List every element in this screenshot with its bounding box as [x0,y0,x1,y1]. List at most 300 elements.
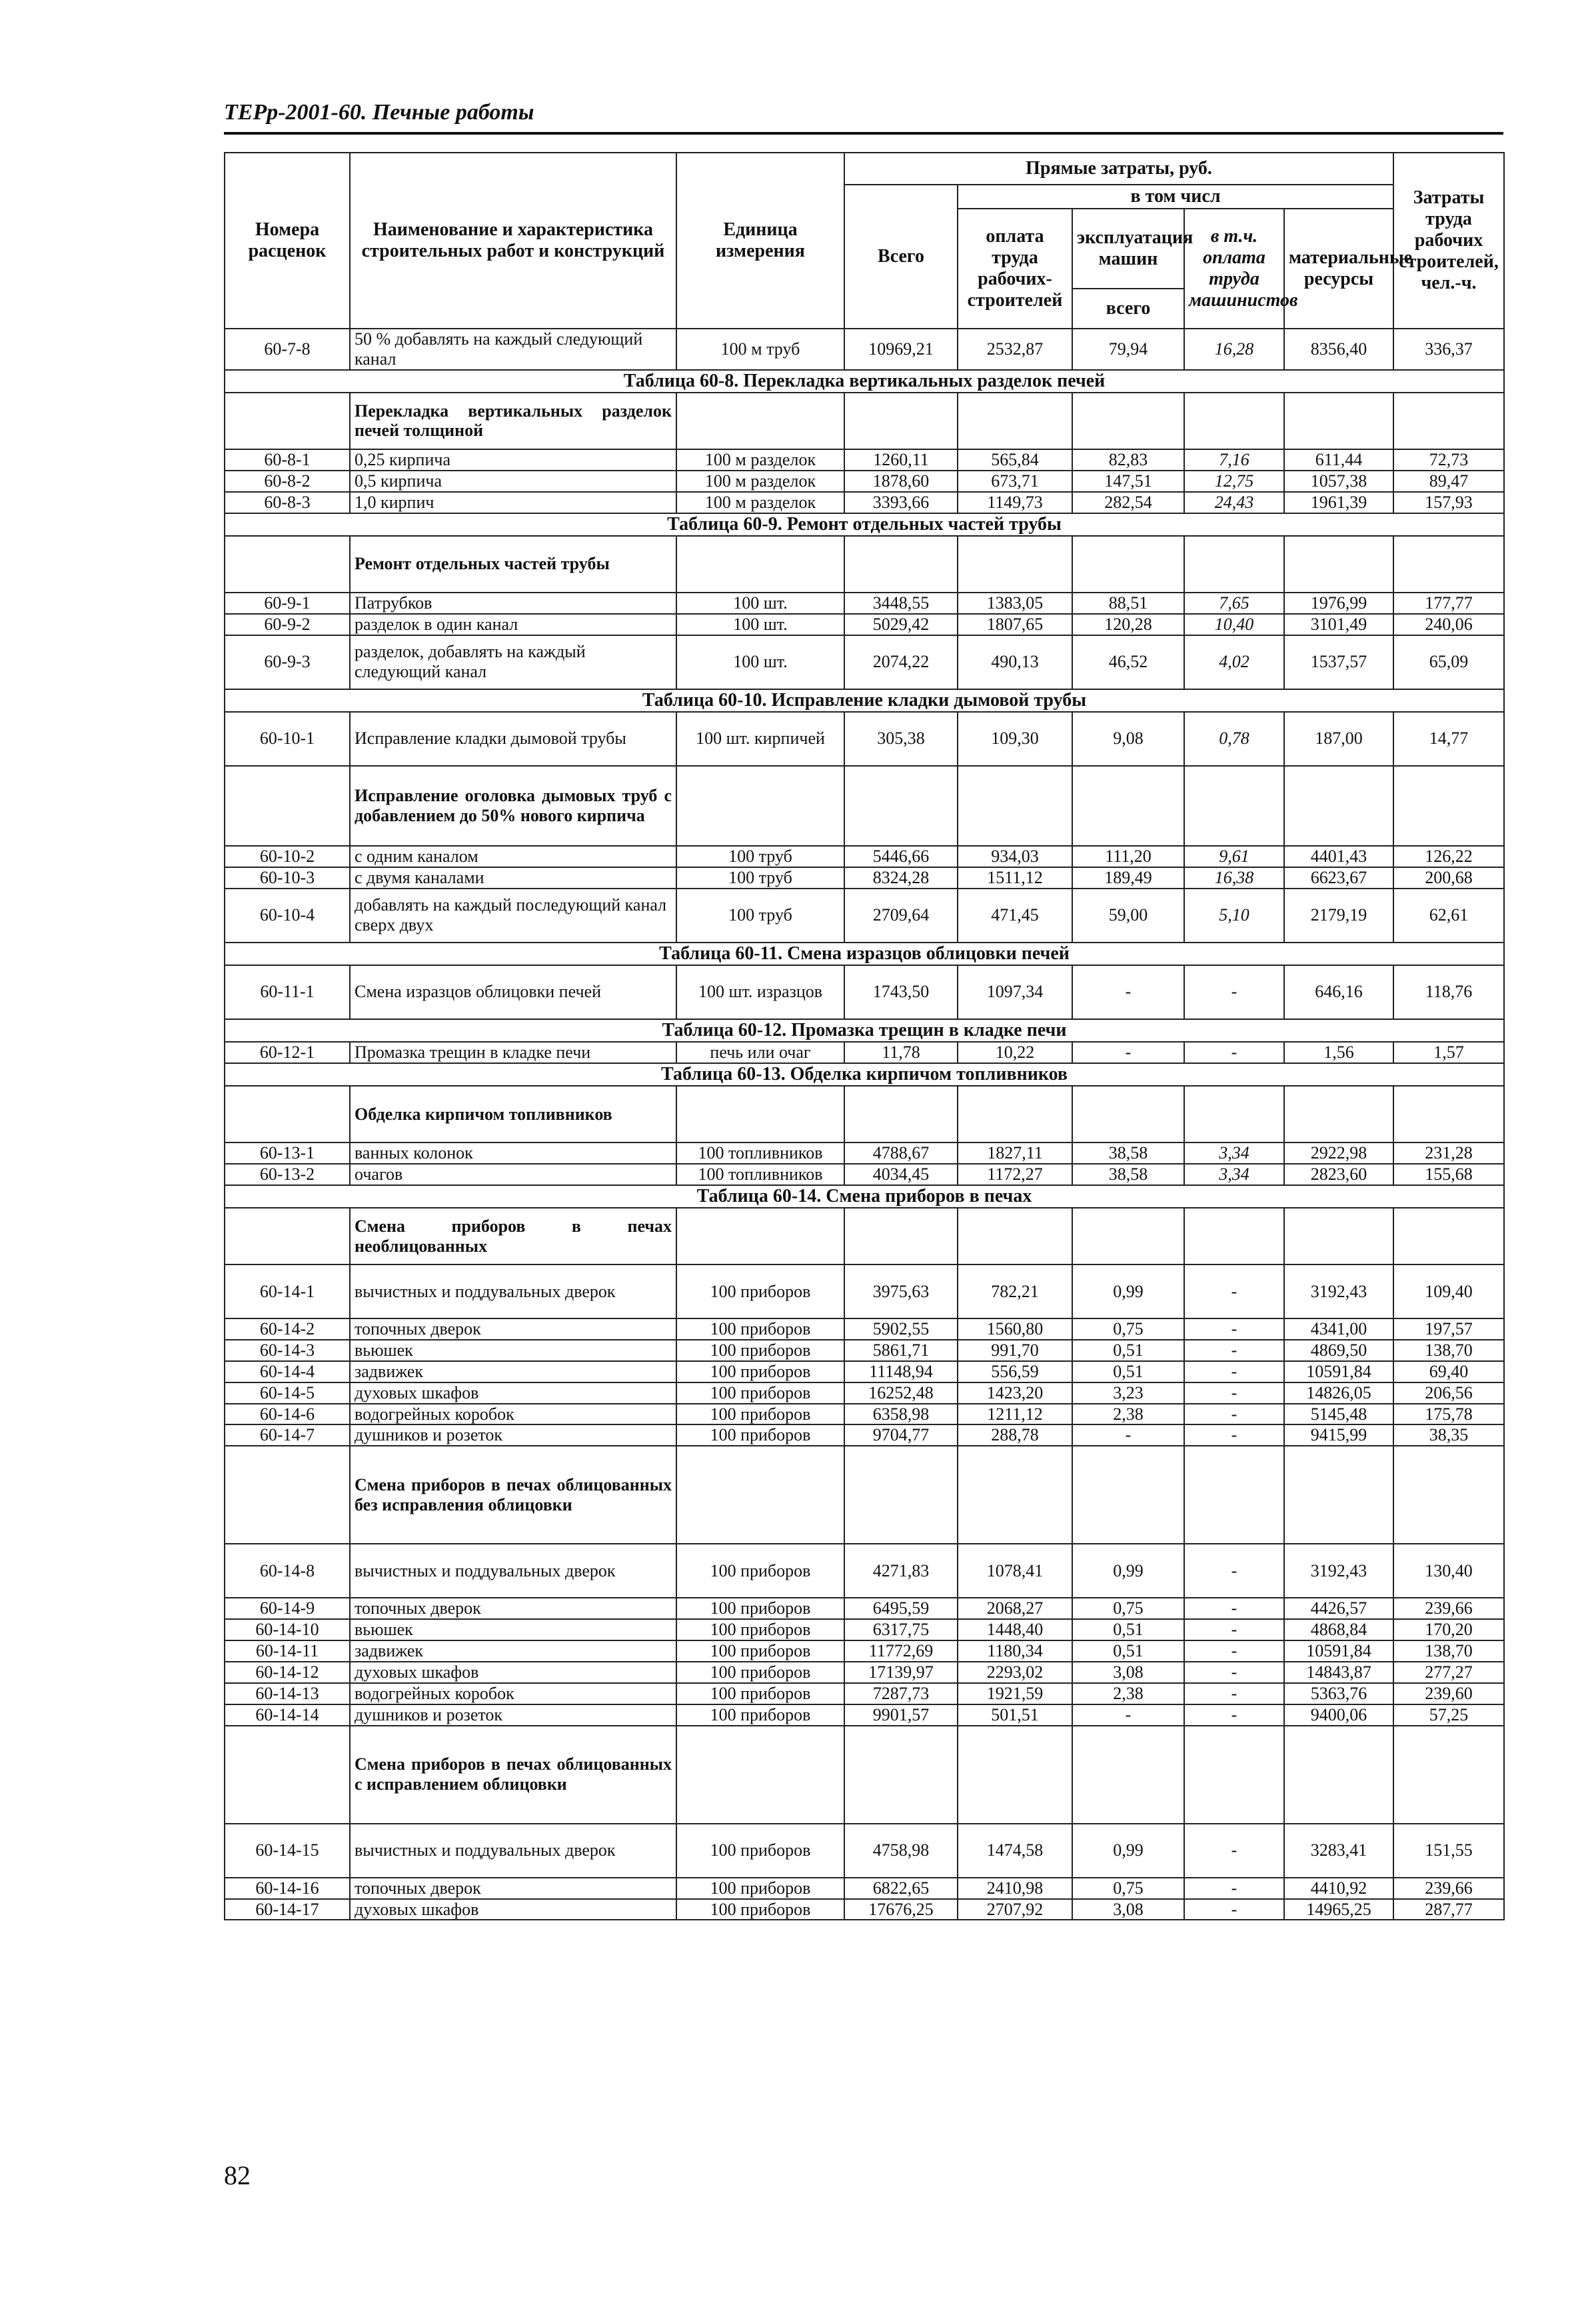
value-mach-wage: 7,16 [1184,449,1284,471]
value-wage: 471,45 [958,889,1072,943]
value-mach-wage: - [1184,1899,1284,1920]
work-name: топочных дверок [350,1878,676,1899]
table-caption: Таблица 60-12. Промазка трещин в кладке печи [225,1019,1504,1042]
value-mach-wage: - [1184,1824,1284,1878]
col-total-header: Всего [844,185,958,329]
rate-code: 60-12-1 [225,1042,350,1063]
value-total: 7287,73 [844,1683,958,1704]
value-mach-wage: - [1184,1042,1284,1063]
empty-cell [676,1726,844,1824]
value-labor: 38,35 [1393,1424,1504,1446]
value-wage: 782,21 [958,1264,1072,1318]
unit-cell: 100 приборов [676,1318,844,1340]
unit-cell: 100 приборов [676,1404,844,1425]
value-wage: 673,71 [958,471,1072,492]
value-labor: 1,57 [1393,1042,1504,1063]
value-wage: 2068,27 [958,1598,1072,1619]
work-name: 50 % добавлять на каждый следующий канал [350,329,676,370]
value-total: 2074,22 [844,635,958,689]
empty-cell [1393,766,1504,846]
table-row [225,1318,1504,1340]
empty-cell [1072,1086,1184,1143]
value-mach-wage: 24,43 [1184,492,1284,513]
value-total: 17676,25 [844,1899,958,1920]
value-mat: 4869,50 [1284,1340,1393,1361]
col-name-header: Наименование и характеристика строительных работ и конструкций [350,153,676,329]
empty-cell [225,766,350,846]
unit-cell: 100 приборов [676,1598,844,1619]
value-mach: 0,51 [1072,1619,1184,1640]
price-table [224,152,1505,1920]
unit-cell: 100 приборов [676,1824,844,1878]
work-name: с двумя каналами [350,867,676,889]
empty-cell [676,393,844,449]
value-mat: 5363,76 [1284,1683,1393,1704]
unit-cell: 100 шт. изразцов [676,965,844,1019]
unit-cell: 100 топливников [676,1164,844,1185]
value-mach: 2,38 [1072,1404,1184,1425]
group-heading-row [225,1446,1504,1544]
empty-cell [225,536,350,593]
empty-cell [1184,1726,1284,1824]
value-labor: 151,55 [1393,1824,1504,1878]
empty-cell [1072,393,1184,449]
empty-cell [1284,536,1393,593]
unit-cell: 100 м разделок [676,471,844,492]
value-mach-wage: 16,38 [1184,867,1284,889]
rate-code: 60-7-8 [225,329,350,370]
value-mach: 189,49 [1072,867,1184,889]
value-mat: 2823,60 [1284,1164,1393,1185]
value-mach: 3,23 [1072,1382,1184,1404]
value-mach-wage: - [1184,1662,1284,1683]
rate-code: 60-14-5 [225,1382,350,1404]
value-labor: 200,68 [1393,867,1504,889]
rate-code: 60-9-2 [225,614,350,635]
value-total: 4788,67 [844,1143,958,1164]
value-labor: 240,06 [1393,614,1504,635]
value-wage: 1211,12 [958,1404,1072,1425]
value-total: 5861,71 [844,1340,958,1361]
value-mach: 38,58 [1072,1143,1184,1164]
unit-cell: 100 приборов [676,1264,844,1318]
rate-code: 60-14-1 [225,1264,350,1318]
value-mat: 10591,84 [1284,1640,1393,1662]
value-wage: 565,84 [958,449,1072,471]
value-labor: 138,70 [1393,1340,1504,1361]
table-row [225,1404,1504,1425]
col-mach-header: эксплуатация машин [1072,209,1184,289]
value-total: 11772,69 [844,1640,958,1662]
empty-cell [1184,1208,1284,1264]
value-mat: 14843,87 [1284,1662,1393,1683]
empty-cell [1072,1208,1184,1264]
work-name: вьюшек [350,1340,676,1361]
value-mach-wage: 5,10 [1184,889,1284,943]
empty-cell [958,536,1072,593]
value-mat: 5145,48 [1284,1404,1393,1425]
unit-cell: 100 труб [676,867,844,889]
value-mach: 82,83 [1072,449,1184,471]
value-labor: 239,66 [1393,1878,1504,1899]
value-mat: 3101,49 [1284,614,1393,635]
value-mat: 9415,99 [1284,1424,1393,1446]
empty-cell [958,1086,1072,1143]
value-total: 4758,98 [844,1824,958,1878]
value-labor: 206,56 [1393,1382,1504,1404]
group-heading: Смена приборов в печах облицованных без исправления облицовки [350,1446,676,1544]
table-caption-row [225,370,1504,393]
empty-cell [844,766,958,846]
work-name: Патрубков [350,593,676,614]
value-wage: 1448,40 [958,1619,1072,1640]
value-wage: 1383,05 [958,593,1072,614]
group-heading: Обделка кирпичом топливников [350,1086,676,1143]
table-row [225,1382,1504,1404]
page-header [224,100,1503,135]
unit-cell: 100 шт. кирпичей [676,712,844,766]
value-mach: 2,38 [1072,1683,1184,1704]
value-labor: 197,57 [1393,1318,1504,1340]
value-mat: 4341,00 [1284,1318,1393,1340]
work-name: вычистных и поддувальных дверок [350,1824,676,1878]
table-row [225,492,1504,513]
empty-cell [958,393,1072,449]
empty-cell [1284,1726,1393,1824]
value-labor: 170,20 [1393,1619,1504,1640]
work-name: Исправление кладки дымовой трубы [350,712,676,766]
value-wage: 1149,73 [958,492,1072,513]
value-total: 6358,98 [844,1404,958,1425]
empty-cell [1184,536,1284,593]
value-mach: 38,58 [1072,1164,1184,1185]
value-mach-wage: - [1184,1598,1284,1619]
value-labor: 126,22 [1393,846,1504,867]
value-mach-wage: - [1184,1704,1284,1726]
value-mat: 611,44 [1284,449,1393,471]
unit-cell: 100 труб [676,889,844,943]
value-mach: 282,54 [1072,492,1184,513]
empty-cell [844,1446,958,1544]
rate-code: 60-14-3 [225,1340,350,1361]
value-mach-wage: - [1184,1264,1284,1318]
unit-cell: 100 приборов [676,1662,844,1683]
value-mach: 0,99 [1072,1544,1184,1598]
value-mach-wage: 7,65 [1184,593,1284,614]
value-mach-wage: 3,34 [1184,1143,1284,1164]
value-mach-wage: - [1184,1619,1284,1640]
value-mach-wage: 9,61 [1184,846,1284,867]
value-total: 5029,42 [844,614,958,635]
rate-code: 60-8-1 [225,449,350,471]
unit-cell: 100 приборов [676,1619,844,1640]
unit-cell: 100 топливников [676,1143,844,1164]
value-mat: 8356,40 [1284,329,1393,370]
empty-cell [1393,1208,1504,1264]
value-total: 2709,64 [844,889,958,943]
unit-cell: 100 приборов [676,1424,844,1446]
rate-code: 60-14-6 [225,1404,350,1425]
value-total: 3975,63 [844,1264,958,1318]
table-row [225,889,1504,943]
value-mat: 2922,98 [1284,1143,1393,1164]
value-mat: 4401,43 [1284,846,1393,867]
rate-code: 60-14-15 [225,1824,350,1878]
value-total: 5902,55 [844,1318,958,1340]
value-mach-wage: 16,28 [1184,329,1284,370]
rate-code: 60-14-14 [225,1704,350,1726]
value-labor: 239,60 [1393,1683,1504,1704]
table-row [225,1340,1504,1361]
unit-cell: 100 м труб [676,329,844,370]
group-heading: Ремонт отдельных частей трубы [350,536,676,593]
work-name: душников и розеток [350,1704,676,1726]
table-row [225,449,1504,471]
col-labor-header: Затраты труда рабочих строителей, чел.-ч. [1393,153,1504,329]
value-total: 16252,48 [844,1382,958,1404]
empty-cell [1393,1446,1504,1544]
group-heading-row [225,536,1504,593]
value-labor: 89,47 [1393,471,1504,492]
value-mat: 187,00 [1284,712,1393,766]
value-wage: 1827,11 [958,1143,1072,1164]
unit-cell: 100 приборов [676,1361,844,1382]
value-wage: 1180,34 [958,1640,1072,1662]
work-name: ванных колонок [350,1143,676,1164]
table-caption: Таблица 60-10. Исправление кладки дымовой трубы [225,689,1504,712]
table-row [225,635,1504,689]
table-header [225,153,1504,329]
rate-code: 60-8-3 [225,492,350,513]
col-mat-header: материальные ресурсы [1284,209,1393,329]
value-wage: 934,03 [958,846,1072,867]
table-row [225,1824,1504,1878]
value-total: 11148,94 [844,1361,958,1382]
rate-code: 60-9-3 [225,635,350,689]
unit-cell: 100 приборов [676,1544,844,1598]
value-mat: 14965,25 [1284,1899,1393,1920]
rate-code: 60-14-9 [225,1598,350,1619]
empty-cell [844,393,958,449]
value-total: 3448,55 [844,593,958,614]
rate-code: 60-14-12 [225,1662,350,1683]
value-mach: 88,51 [1072,593,1184,614]
value-wage: 1921,59 [958,1683,1072,1704]
unit-cell: 100 труб [676,846,844,867]
value-mat: 14826,05 [1284,1382,1393,1404]
work-name: разделок, добавлять на каждый следующий канал [350,635,676,689]
empty-cell [1393,1086,1504,1143]
value-total: 11,78 [844,1042,958,1063]
value-mach-wage: - [1184,1404,1284,1425]
value-mach-wage: 3,34 [1184,1164,1284,1185]
value-mach-wage: - [1184,1382,1284,1404]
work-name: душников и розеток [350,1424,676,1446]
value-wage: 1078,41 [958,1544,1072,1598]
value-labor: 336,37 [1393,329,1504,370]
value-labor: 287,77 [1393,1899,1504,1920]
value-mat: 1,56 [1284,1042,1393,1063]
value-labor: 14,77 [1393,712,1504,766]
table-caption: Таблица 60-9. Ремонт отдельных частей трубы [225,513,1504,536]
group-heading-row [225,393,1504,449]
work-name: духовых шкафов [350,1382,676,1404]
unit-cell: 100 приборов [676,1340,844,1361]
work-name: духовых шкафов [350,1662,676,1683]
value-total: 5446,66 [844,846,958,867]
value-labor: 69,40 [1393,1361,1504,1382]
value-wage: 2293,02 [958,1662,1072,1683]
rate-code: 60-14-7 [225,1424,350,1446]
value-mat: 3192,43 [1284,1544,1393,1598]
rate-code: 60-14-16 [225,1878,350,1899]
value-mat: 2179,19 [1284,889,1393,943]
table-row [225,1704,1504,1726]
work-name: водогрейных коробок [350,1404,676,1425]
table-row [225,1164,1504,1185]
value-total: 6317,75 [844,1619,958,1640]
value-mach: 0,75 [1072,1318,1184,1340]
table-row [225,1143,1504,1164]
value-total: 305,38 [844,712,958,766]
col-unit-header: Единица измерения [676,153,844,329]
value-mach-wage: - [1184,1878,1284,1899]
value-mach: 0,99 [1072,1264,1184,1318]
rate-code: 60-14-10 [225,1619,350,1640]
empty-cell [676,1086,844,1143]
rate-code: 60-11-1 [225,965,350,1019]
empty-cell [676,766,844,846]
group-heading-row [225,1726,1504,1824]
value-total: 4034,45 [844,1164,958,1185]
rate-code: 60-14-2 [225,1318,350,1340]
value-mach-wage: - [1184,1544,1284,1598]
empty-cell [1393,1726,1504,1824]
unit-cell: 100 м разделок [676,449,844,471]
value-mach: 0,99 [1072,1824,1184,1878]
table-row [225,867,1504,889]
unit-cell: 100 приборов [676,1878,844,1899]
empty-cell [1072,536,1184,593]
value-mach: - [1072,1704,1184,1726]
table-row [225,965,1504,1019]
value-mach: 9,08 [1072,712,1184,766]
value-total: 9704,77 [844,1424,958,1446]
value-mach-wage: - [1184,1640,1284,1662]
value-wage: 2707,92 [958,1899,1072,1920]
empty-cell [958,1446,1072,1544]
value-wage: 1511,12 [958,867,1072,889]
value-wage: 288,78 [958,1424,1072,1446]
unit-cell: 100 шт. [676,614,844,635]
value-wage: 2410,98 [958,1878,1072,1899]
value-mach-wage: - [1184,1424,1284,1446]
value-mat: 4426,57 [1284,1598,1393,1619]
empty-cell [1072,1446,1184,1544]
table-row [225,1683,1504,1704]
work-name: водогрейных коробок [350,1683,676,1704]
value-wage: 991,70 [958,1340,1072,1361]
work-name: вычистных и поддувальных дверок [350,1264,676,1318]
unit-cell: 100 приборов [676,1899,844,1920]
unit-cell: 100 приборов [676,1683,844,1704]
value-mach: 46,52 [1072,635,1184,689]
rate-code: 60-13-2 [225,1164,350,1185]
col-wage-header: оплата труда рабочих-строителей [958,209,1072,329]
value-total: 6822,65 [844,1878,958,1899]
work-name: очагов [350,1164,676,1185]
table-row [225,1042,1504,1063]
empty-cell [844,1726,958,1824]
rate-code: 60-14-11 [225,1640,350,1662]
empty-cell [844,1086,958,1143]
empty-cell [958,766,1072,846]
value-total: 1260,11 [844,449,958,471]
value-mach: 0,75 [1072,1598,1184,1619]
work-name: 0,5 кирпича [350,471,676,492]
value-mat: 4868,84 [1284,1619,1393,1640]
table-caption-row [225,1019,1504,1042]
group-heading-row [225,1086,1504,1143]
table-caption: Таблица 60-13. Обделка кирпичом топливников [225,1063,1504,1086]
table-row [225,1544,1504,1598]
empty-cell [1184,1446,1284,1544]
group-heading-row [225,766,1504,846]
value-labor: 62,61 [1393,889,1504,943]
value-mach: - [1072,1424,1184,1446]
table-caption: Таблица 60-14. Смена приборов в печах [225,1185,1504,1208]
value-mat: 1057,38 [1284,471,1393,492]
value-wage: 109,30 [958,712,1072,766]
value-mach-wage: 12,75 [1184,471,1284,492]
empty-cell [1284,1086,1393,1143]
value-mach: - [1072,965,1184,1019]
group-heading: Смена приборов в печах необлицованных [350,1208,676,1264]
work-name: 1,0 кирпич [350,492,676,513]
value-labor: 175,78 [1393,1404,1504,1425]
table-caption-row [225,1063,1504,1086]
value-labor: 155,68 [1393,1164,1504,1185]
value-labor: 57,25 [1393,1704,1504,1726]
work-name: топочных дверок [350,1598,676,1619]
work-name: разделок в один канал [350,614,676,635]
work-name: духовых шкафов [350,1899,676,1920]
value-labor: 157,93 [1393,492,1504,513]
unit-cell: печь или очаг [676,1042,844,1063]
value-wage: 1474,58 [958,1824,1072,1878]
rate-code: 60-13-1 [225,1143,350,1164]
work-name: вычистных и поддувальных дверок [350,1544,676,1598]
empty-cell [225,393,350,449]
value-total: 6495,59 [844,1598,958,1619]
work-name: задвижек [350,1640,676,1662]
empty-cell [958,1208,1072,1264]
table-row [225,1878,1504,1899]
table-caption: Таблица 60-8. Перекладка вертикальных разделок печей [225,370,1504,393]
value-mach: 147,51 [1072,471,1184,492]
table-caption-row [225,943,1504,965]
empty-cell [1284,766,1393,846]
value-mach: - [1072,1042,1184,1063]
page-number: 82 [224,2160,251,2190]
value-wage: 10,22 [958,1042,1072,1063]
unit-cell: 100 приборов [676,1382,844,1404]
value-mach: 0,75 [1072,1878,1184,1899]
value-mat: 3192,43 [1284,1264,1393,1318]
value-wage: 1172,27 [958,1164,1072,1185]
unit-cell: 100 шт. [676,593,844,614]
table-row [225,1662,1504,1683]
